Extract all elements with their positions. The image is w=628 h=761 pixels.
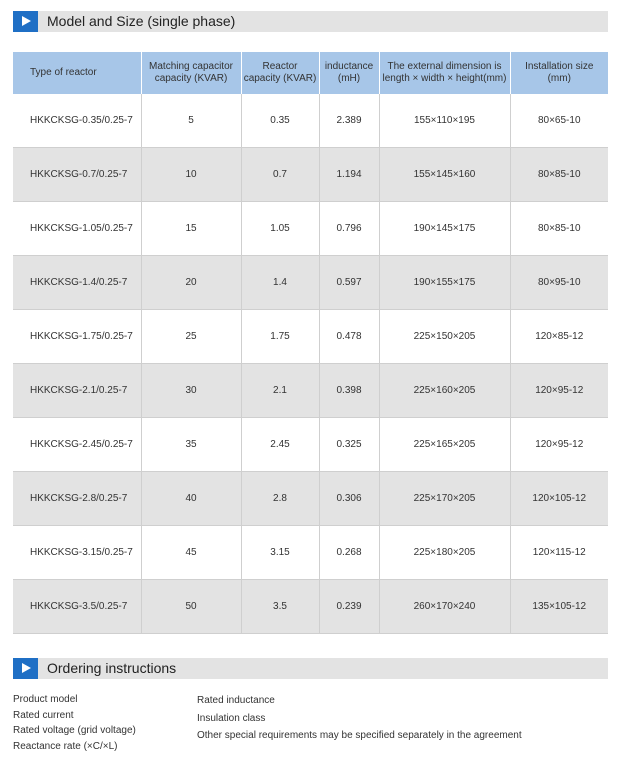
table-cell: 0.796 [319, 202, 379, 256]
table-cell: HKKCKSG-0.7/0.25-7 [13, 148, 141, 202]
table-cell: 2.389 [319, 94, 379, 148]
table-cell: 260×170×240 [379, 580, 510, 634]
table-cell: 50 [141, 580, 241, 634]
column-header: Reactor capacity (KVAR) [241, 52, 319, 94]
table-cell: 20 [141, 256, 241, 310]
table-cell: 15 [141, 202, 241, 256]
table-cell: 0.7 [241, 148, 319, 202]
table-cell: 0.35 [241, 94, 319, 148]
table-cell: 120×95-12 [510, 364, 608, 418]
table-header-row [13, 52, 608, 94]
table-cell: 5 [141, 94, 241, 148]
table-cell: 0.478 [319, 310, 379, 364]
ordering-item: Insulation class [197, 712, 266, 724]
column-header: inductance (mH) [319, 52, 379, 94]
table-cell: HKKCKSG-3.5/0.25-7 [13, 580, 141, 634]
ordering-item: Rated inductance [197, 695, 275, 706]
table-cell: 0.325 [319, 418, 379, 472]
table-cell: 1.05 [241, 202, 319, 256]
column-header: The external dimension is length × width × height(mm) [379, 52, 510, 94]
table-cell: 30 [141, 364, 241, 418]
column-header: Type of reactor [13, 52, 141, 94]
table-cell: 0.597 [319, 256, 379, 310]
table-cell: HKKCKSG-0.35/0.25-7 [13, 94, 141, 148]
table-cell: 2.8 [241, 472, 319, 526]
section-header-ordering [13, 658, 608, 679]
ordering-item: Product model [13, 694, 78, 705]
table-cell: HKKCKSG-1.75/0.25-7 [13, 310, 141, 364]
table-row [13, 418, 608, 472]
table-cell: 40 [141, 472, 241, 526]
table-cell: 155×110×195 [379, 94, 510, 148]
table-row [13, 310, 608, 364]
table-row [13, 94, 608, 148]
table-cell: 190×155×175 [379, 256, 510, 310]
table-cell: HKKCKSG-3.15/0.25-7 [13, 526, 141, 580]
table-cell: 3.15 [241, 526, 319, 580]
table-row [13, 472, 608, 526]
table-cell: 0.398 [319, 364, 379, 418]
table-cell: 225×165×205 [379, 418, 510, 472]
table-row [13, 526, 608, 580]
table-cell: 2.45 [241, 418, 319, 472]
section-title: Model and Size (single phase) [47, 13, 236, 29]
table-cell: HKKCKSG-2.1/0.25-7 [13, 364, 141, 418]
table-cell: 120×105-12 [510, 472, 608, 526]
section-title: Ordering instructions [47, 660, 177, 676]
ordering-item: Reactance rate (×C/×L) [13, 740, 118, 752]
table-cell: 80×95-10 [510, 256, 608, 310]
table-cell: 0.239 [319, 580, 379, 634]
table-cell: 3.5 [241, 580, 319, 634]
table-cell: 225×170×205 [379, 472, 510, 526]
ordering-item: Rated current [13, 709, 74, 721]
play-arrow-icon [13, 11, 38, 32]
table-row [13, 364, 608, 418]
table-cell: 0.306 [319, 472, 379, 526]
table-cell: 1.4 [241, 256, 319, 310]
table-cell: 1.194 [319, 148, 379, 202]
ordering-item: Other special requirements may be specified separately in the agreement [197, 730, 522, 741]
column-header: Installation size (mm) [510, 52, 608, 94]
table-cell: 80×85-10 [510, 202, 608, 256]
table-cell: 1.75 [241, 310, 319, 364]
table-cell: 120×85-12 [510, 310, 608, 364]
table-cell: 2.1 [241, 364, 319, 418]
table-cell: 190×145×175 [379, 202, 510, 256]
table-row [13, 256, 608, 310]
section-header-model-size [13, 11, 608, 32]
table-cell: 225×160×205 [379, 364, 510, 418]
table-cell: 25 [141, 310, 241, 364]
table-cell: 45 [141, 526, 241, 580]
ordering-list-right [197, 692, 522, 745]
column-header: Matching capacitor capacity (KVAR) [141, 52, 241, 94]
table-cell: 120×115-12 [510, 526, 608, 580]
table-cell: HKKCKSG-1.4/0.25-7 [13, 256, 141, 310]
table-cell: 155×145×160 [379, 148, 510, 202]
table-row [13, 202, 608, 256]
table-cell: HKKCKSG-2.8/0.25-7 [13, 472, 141, 526]
table-cell: HKKCKSG-2.45/0.25-7 [13, 418, 141, 472]
table-cell: 80×85-10 [510, 148, 608, 202]
spec-table [13, 52, 608, 634]
table-cell: 225×150×205 [379, 310, 510, 364]
table-row [13, 580, 608, 634]
table-row [13, 148, 608, 202]
table-cell: 10 [141, 148, 241, 202]
table-cell: 225×180×205 [379, 526, 510, 580]
play-arrow-icon [13, 658, 38, 679]
table-cell: 120×95-12 [510, 418, 608, 472]
table-cell: 135×105-12 [510, 580, 608, 634]
ordering-item: Rated voltage (grid voltage) [13, 725, 136, 736]
table-cell: 0.268 [319, 526, 379, 580]
table-cell: 80×65-10 [510, 94, 608, 148]
table-cell: 35 [141, 418, 241, 472]
table-cell: HKKCKSG-1.05/0.25-7 [13, 202, 141, 256]
ordering-list-left [13, 692, 136, 754]
